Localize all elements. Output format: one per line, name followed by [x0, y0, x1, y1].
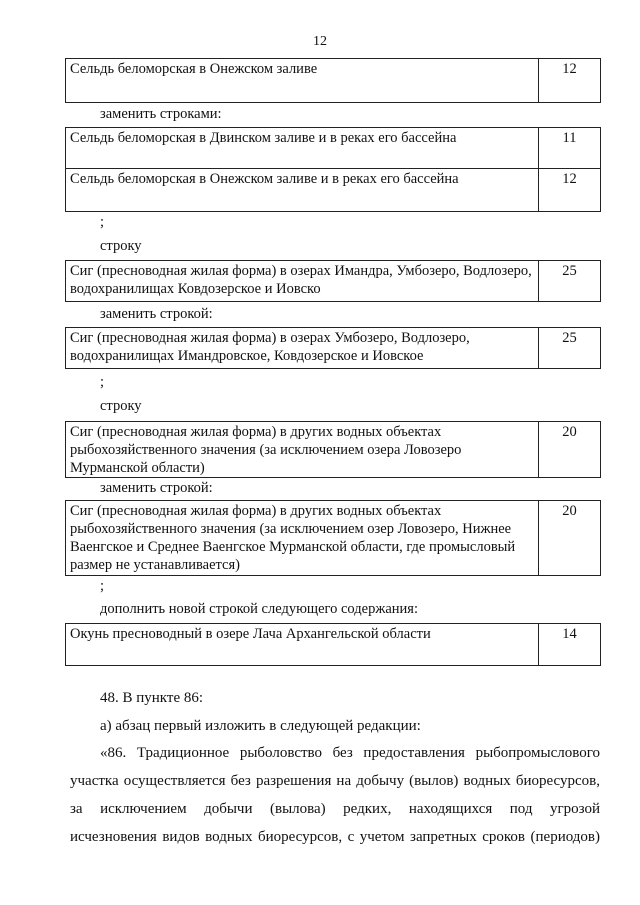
table-whitefish-lakes-old — [65, 260, 601, 302]
table-row — [66, 128, 600, 168]
species-name-cell: Сиг (пресноводная жилая форма) в других водных объектах рыбохозяйственного значения (за исключением озера Ловозеро Мурманской области) — [66, 422, 539, 477]
size-value-cell: 20 — [562, 424, 577, 440]
size-value-cell: 12 — [562, 61, 577, 77]
species-name-cell: Окунь пресноводный в озере Лача Архангельской области — [66, 624, 539, 665]
size-value-cell: 12 — [562, 171, 577, 187]
table-whitefish-other-new — [65, 500, 601, 576]
table-herring-new — [65, 127, 601, 212]
table-row — [66, 624, 600, 665]
species-name-cell: Сельдь беломорская в Онежском заливе — [66, 59, 539, 102]
instruction-row: строку — [100, 238, 142, 254]
size-value-cell: 25 — [562, 330, 577, 346]
semicolon: ; — [100, 214, 105, 230]
instruction-row: строку — [100, 398, 142, 414]
table-row — [66, 59, 600, 102]
table-herring-onega-old — [65, 58, 601, 103]
species-name-cell: Сельдь беломорская в Двинском заливе и в реках его бассейна — [66, 128, 539, 168]
page-number: 12 — [313, 34, 327, 49]
species-name-cell: Сиг (пресноводная жилая форма) в озерах Умбозеро, Водлозеро, водохранилищах Имандровское, Ковдозерское и Иовское — [66, 328, 539, 368]
table-row — [66, 328, 600, 368]
instruction-replace-rows: заменить строками: — [100, 106, 222, 122]
instruction-replace-row: заменить строкой: — [100, 306, 213, 322]
instruction-add-row: дополнить новой строкой следующего содержания: — [100, 601, 419, 617]
table-perch-lacha — [65, 623, 601, 666]
size-value-cell: 11 — [562, 130, 577, 146]
table-whitefish-lakes-new — [65, 327, 601, 369]
species-name-cell: Сиг (пресноводная жилая форма) в других водных объектах рыбохозяйственного значения (за исключением озер Ловозеро, Нижнее Ваенгское и Среднее Ваенгское Мурманской области, где промысловый размер не устанавливается) — [66, 501, 539, 575]
size-value-cell: 14 — [562, 626, 577, 642]
paragraph-86-line-3: за исключением добычи (вылова) редких, находящихся под угрозой — [70, 801, 600, 817]
table-whitefish-other-old — [65, 421, 601, 478]
table-row — [66, 501, 600, 575]
subparagraph-a: а) абзац первый изложить в следующей редакции: — [100, 718, 421, 734]
species-name-cell: Сиг (пресноводная жилая форма) в озерах Имандра, Умбозеро, Водлозеро, водохранилищах Ковдозерское и Иовско — [66, 261, 539, 301]
semicolon: ; — [100, 578, 105, 594]
size-value-cell: 20 — [562, 503, 577, 519]
paragraph-86-line-1: «86. Традиционное рыболовство без предоставления рыбопромыслового — [100, 745, 600, 761]
size-value-cell: 25 — [562, 263, 577, 279]
paragraph-86-line-4: исчезновения видов водных биоресурсов, с учетом запретных сроков (периодов) — [70, 829, 600, 845]
paragraph-48-heading: 48. В пункте 86: — [100, 690, 204, 706]
species-name-cell: Сельдь беломорская в Онежском заливе и в реках его бассейна — [66, 169, 539, 211]
semicolon: ; — [100, 374, 105, 390]
table-row — [66, 261, 600, 301]
table-row — [66, 422, 600, 477]
paragraph-86-line-2: участка осуществляется без разрешения на добычу (вылов) водных биоресурсов, — [70, 773, 600, 789]
instruction-replace-row: заменить строкой: — [100, 480, 213, 496]
table-row — [66, 168, 600, 211]
